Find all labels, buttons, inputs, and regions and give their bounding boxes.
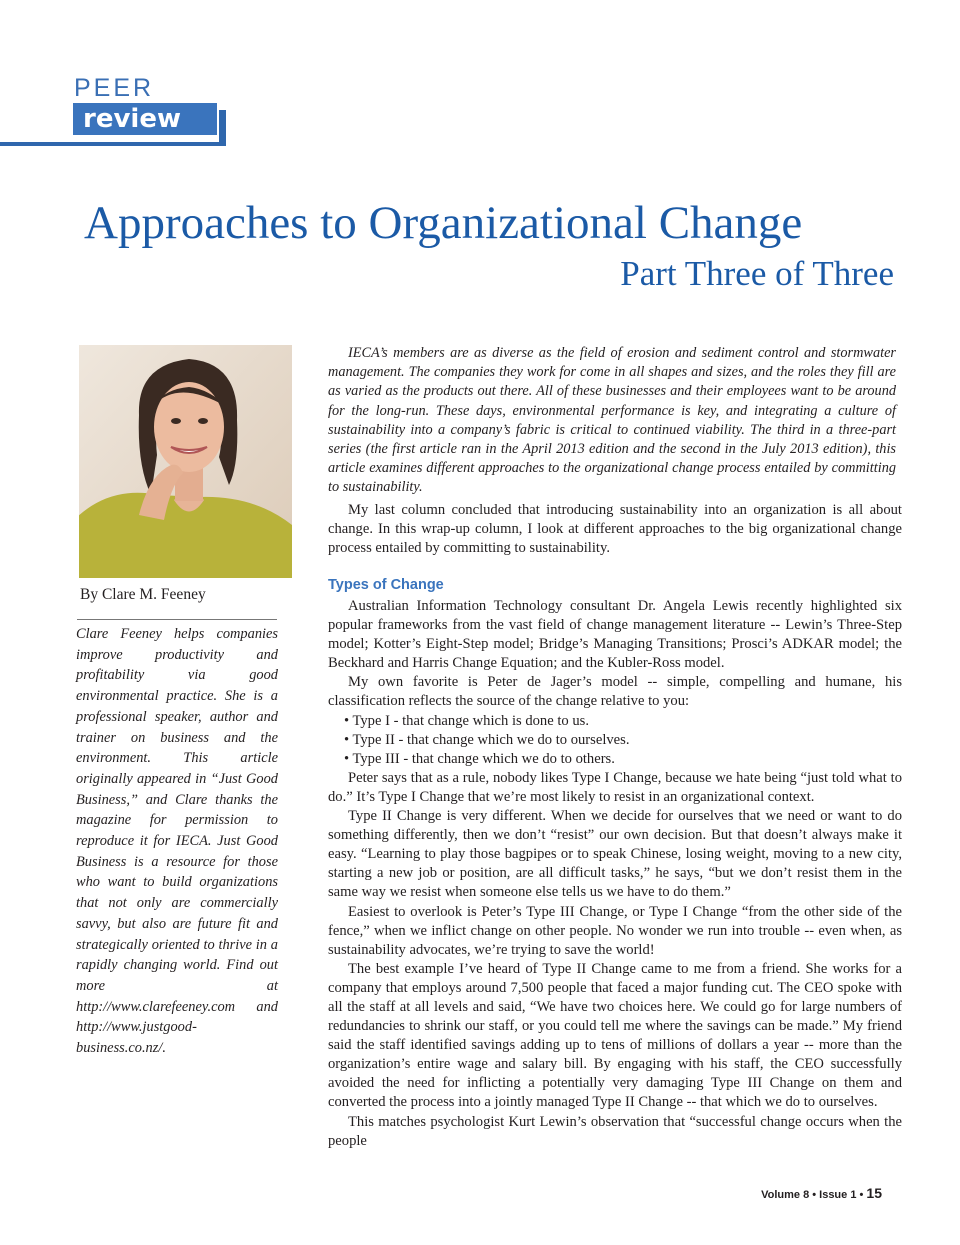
body-paragraph: Peter says that as a rule, nobody likes Type I Change, because we hate being “just told what to do.” It’s Type I Change that we’re most likely to resist in an organizational context.: [328, 769, 902, 805]
header-rule: [0, 142, 226, 146]
section-label-peer: PEER: [74, 74, 155, 102]
header-rule-vertical: [219, 110, 226, 146]
body-paragraph: My own favorite is Peter de Jager’s model -- simple, compelling and humane, his classification reflects the source of the change relative to you:: [328, 674, 902, 710]
list-item: • Type II - that change which we do to ourselves.: [344, 731, 630, 748]
section-label-review: review: [73, 103, 217, 135]
author-bio: Clare Feeney helps companies improve productivity and profitability via good environmental practice. She is a professional speaker, author and trainer on business and the environment. This article originally appeared in “Just Good Business,” and Clare thanks the magazine for permission to reproduce it for IECA. Just Good Business is a resource for those who want to build organizations that not only are commercially savvy, but also are future fit and strategically oriented to thrive in a rapidly changing world. Find out more at http://www.clarefeeney.com and http://www.justgood-business.co.nz/.: [76, 626, 278, 1057]
list-item: • Type III - that change which we do to others.: [344, 750, 615, 767]
page-number: 15: [866, 1185, 882, 1201]
article-body: [328, 597, 902, 1151]
issue-info: Volume 8 • Issue 1 •: [761, 1189, 864, 1201]
body-paragraph: Type II Change is very different. When we decide for ourselves that we need or want to do something differently, then we don’t “resist” our own decision. But that doesn’t always make it easy. “Learning to play those bagpipes or to speak Chinese, losing weight, moving to a new city, starting a new job or position, are all difficult tasks,” he says, “but we don’t resist them in the same way we resist when someone else tells us we have to do them.”: [328, 808, 902, 901]
body-paragraph: The best example I’ve heard of Type II Change came to me from a friend. She works for a company that employs around 7,500 people that faced a major funding cut. The CEO spoke with all the staff at all levels and said, “We have two choices here. We could go for large numbers of redundancies to shrink our staff, or you could tell me where the savings can be made.” My friend said the staff identified savings adding up to tens of millions of dollars a year -- more than the organization’s entire wage and salary bill. By engaging with his staff, the CEO successfully avoided the need for inflicting a potentially very damaging Type III Change on them and converted the process into a jointly managed Type II Change -- that which we do to ourselves.: [328, 960, 902, 1111]
list-item: • Type I - that change which is done to us.: [344, 712, 589, 729]
author-byline: By Clare M. Feeney: [80, 586, 206, 603]
author-portrait-illustration: [79, 345, 292, 578]
bio-divider: [77, 619, 277, 620]
author-photo: [79, 345, 292, 578]
article-subtitle: Part Three of Three: [620, 254, 894, 293]
body-paragraph: Easiest to overlook is Peter’s Type III Change, or Type I Change “from the other side of the fence,” when we inflict change on other people. No wonder we run into trouble -- even when, as sustainability advocates, we’re trying to save the world!: [328, 903, 902, 958]
section-heading: Types of Change: [328, 577, 444, 593]
page-footer: [761, 1185, 882, 1201]
article-intro: IECA’s members are as diverse as the field of erosion and sediment control and stormwater management. The companies they work for come in all shapes and sizes, and the roles they fill are as varied as the products out there. All of these businesses and their employees want to be around for the long-run. These days, environmental performance is key, and integrating a culture of sustainability into a company’s fabric is critical to continued viability. The third in a three-part series (the first article ran in the April 2013 edition and the second in the July 2013 edition), this article examines different approaches to the organizational change process entailed by committing to sustainability.: [328, 345, 896, 496]
body-paragraph: This matches psychologist Kurt Lewin’s observation that “successful change occurs when the people: [328, 1113, 902, 1149]
lead-paragraph: My last column concluded that introducing sustainability into an organization is all about change. In this wrap-up column, I look at different approaches to the big organizational change process entailed by committing to sustainability.: [328, 502, 902, 557]
body-paragraph: Australian Information Technology consultant Dr. Angela Lewis recently highlighted six popular frameworks from the vast field of change management literature -- Lewin’s Three-Step model; Kotter’s Eight-Step model; Bridge’s Managing Transitions; Prosci’s ADKAR model; the Beckhard and Harris Change Equation; and the Kubler-Ross model.: [328, 598, 902, 672]
article-title: Approaches to Organizational Change: [84, 197, 803, 249]
